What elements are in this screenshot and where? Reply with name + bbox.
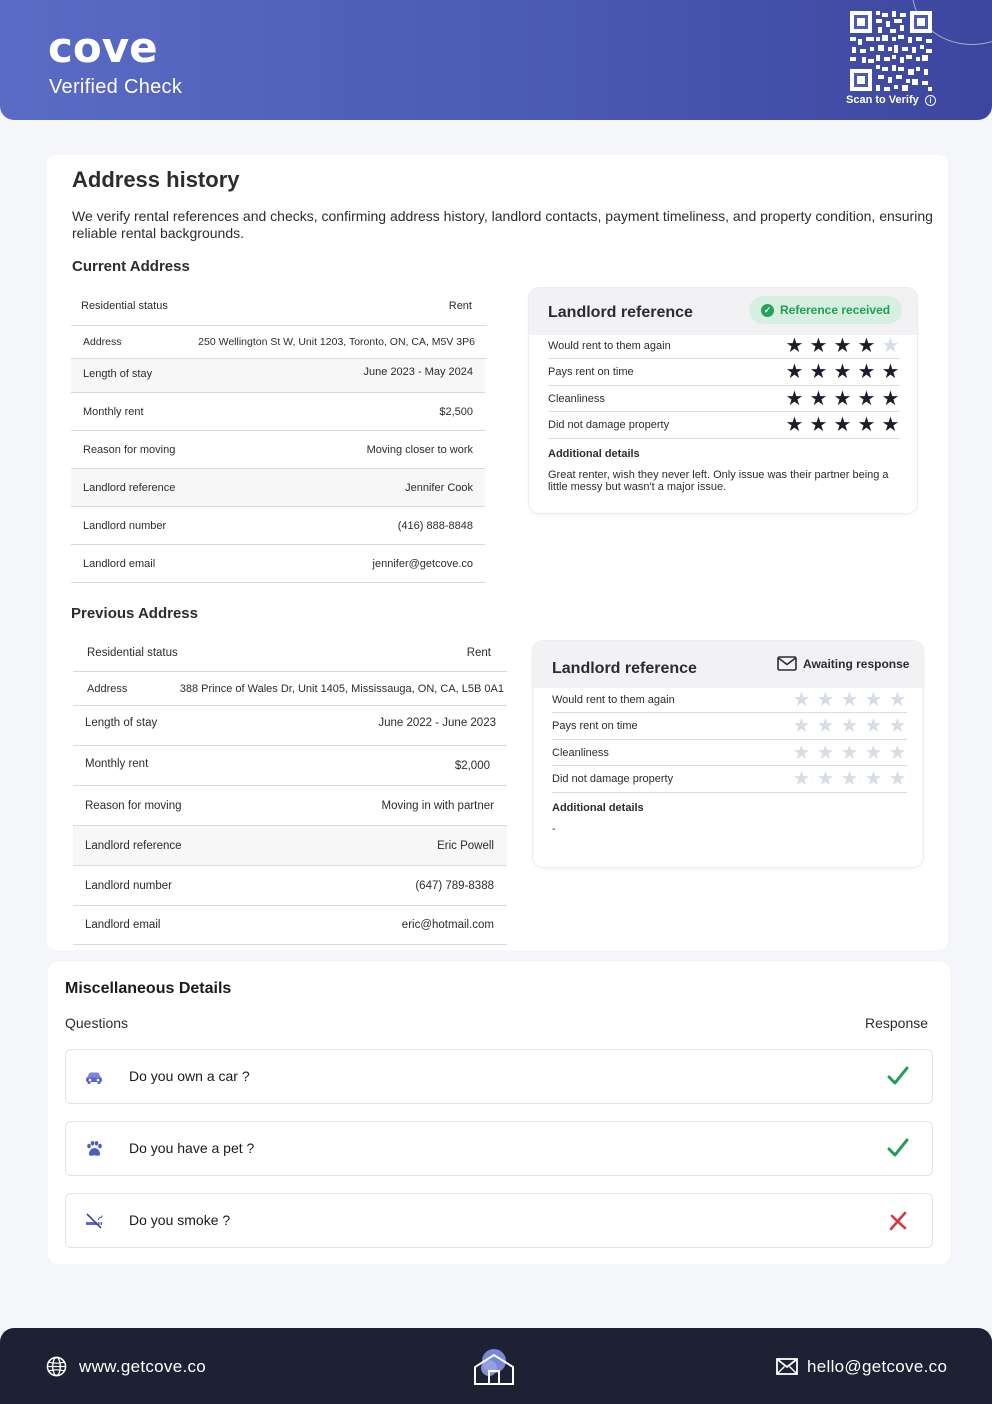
rating-row [548,386,900,412]
row-label: Address [83,336,122,348]
page-footer [0,1328,992,1404]
info-icon[interactable]: i [925,95,936,106]
star-filled-icon: ★ [857,414,876,436]
row-label: Landlord number [85,879,172,892]
row-value: Eric Powell [437,839,494,852]
check-icon [886,1064,910,1088]
row-value: Moving in with partner [381,799,494,812]
previous-row-reason-for-moving [73,786,507,826]
star-empty-icon: ★ [864,741,883,764]
question-row-smoke [65,1193,933,1248]
row-value: (416) 888-8848 [397,519,473,532]
current-row-residential-status [71,287,487,326]
current-row-length-of-stay [71,359,485,393]
envelope-icon [777,656,797,671]
no-smoking-icon [84,1211,104,1231]
star-rating [785,362,900,382]
star-filled-icon: ★ [833,387,852,410]
status-label: Awaiting response [803,656,910,671]
scan-to-verify-label: Scan to Verify [846,94,919,106]
previous-landlord-reference-box [533,641,923,867]
star-filled-icon: ★ [809,335,828,357]
row-value: (647) 789-8388 [415,879,494,892]
row-value: 250 Wellington St W, Unit 1203, Toronto, ON, CA, M5V 3P6 [198,336,475,348]
star-rating [792,769,907,789]
star-empty-icon: ★ [840,688,859,711]
row-value: eric@hotmail.com [401,919,494,931]
question-row-car [65,1049,933,1104]
question-text: Do you smoke ? [129,1212,231,1228]
star-filled-icon: ★ [833,335,852,357]
row-label: Length of stay [85,717,158,729]
row-label: Landlord reference [85,839,182,852]
star-filled-icon: ★ [809,414,828,436]
response-header: Response [865,1015,929,1031]
rating-row [552,766,907,793]
cove-logo-mark-icon [472,1347,516,1385]
star-rating [785,336,900,356]
awaiting-response-status [777,656,909,671]
question-text: Do you have a pet ? [129,1140,255,1156]
additional-details-label: Additional details [548,448,640,460]
row-label: Landlord number [83,519,167,532]
previous-row-landlord-email [73,906,507,945]
current-row-reason-for-moving [71,431,485,469]
row-label: Landlord email [85,919,161,931]
row-label: Address [87,682,128,695]
rating-row [548,334,900,359]
rating-label: Cleanliness [548,392,605,405]
star-empty-icon: ★ [816,688,835,711]
row-label: Reason for moving [83,443,176,456]
star-empty-icon: ★ [888,715,907,737]
star-filled-icon: ★ [881,361,900,383]
badge-label: Reference received [780,303,891,317]
star-filled-icon: ★ [809,361,828,383]
previous-address-title: Previous Address [71,605,198,622]
rating-label: Cleanliness [552,746,609,759]
row-value: June 2022 - June 2023 [378,717,496,729]
row-label: Residential status [81,300,168,312]
reference-received-badge [749,296,902,324]
additional-details-text: - [552,823,556,835]
current-row-landlord-email [71,545,485,583]
star-filled-icon: ★ [785,361,804,383]
star-empty-icon: ★ [840,715,859,737]
row-value: June 2023 - May 2024 [363,366,473,378]
rating-row [552,713,907,740]
brand-subtitle: Verified Check [49,76,183,98]
star-empty-icon: ★ [888,768,907,790]
globe-icon [46,1356,67,1377]
website-link[interactable]: www.getcove.co [79,1357,207,1376]
current-row-landlord-number [71,507,485,545]
star-filled-icon: ★ [785,414,804,436]
star-rating [785,415,900,435]
rating-label: Would rent to them again [552,693,675,706]
star-filled-icon: ★ [785,387,804,410]
row-label: Landlord email [83,557,156,570]
star-empty-icon: ★ [888,688,907,711]
star-empty-icon: ★ [864,715,883,737]
row-value: jennifer@getcove.co [372,557,473,570]
previous-row-residential-status [73,634,507,672]
car-icon [84,1067,104,1087]
star-filled-icon: ★ [809,387,828,410]
question-text: Do you own a car ? [129,1068,250,1084]
row-value: 388 Prince of Wales Dr, Unit 1405, Mississauga, ON, CA, L5B 0A1 [179,682,504,695]
current-landlord-reference-box [529,288,917,513]
additional-details-text: Great renter, wish they never left. Only issue was their partner being a little messy but wasn't a major issue. [548,469,889,493]
current-address-title: Current Address [72,258,190,275]
row-value: $2,000 [454,759,490,772]
star-rating [785,389,900,409]
row-label: Monthly rent [85,758,149,770]
star-rating [792,690,907,710]
rating-row [548,359,900,386]
star-empty-icon: ★ [792,741,811,764]
additional-details-label: Additional details [552,802,644,814]
star-filled-icon: ★ [881,414,900,436]
star-empty-icon: ★ [840,768,859,790]
row-value: Rent [448,300,472,312]
star-filled-icon: ★ [833,414,852,436]
current-row-monthly-rent [71,393,485,431]
question-row-pet [65,1121,933,1176]
star-filled-icon: ★ [881,387,900,410]
previous-row-landlord-reference [73,826,507,866]
email-link[interactable]: hello@getcove.co [807,1357,948,1376]
rating-row [548,412,900,439]
star-empty-icon: ★ [888,741,907,764]
misc-details-title: Miscellaneous Details [65,980,232,997]
star-empty-icon: ★ [792,688,811,711]
star-filled-icon: ★ [857,361,876,383]
row-label: Residential status [87,646,178,659]
row-value: $2,500 [439,405,473,418]
current-row-landlord-reference [71,469,485,507]
envelope-icon [776,1358,798,1375]
star-empty-icon: ★ [840,741,859,764]
rating-label: Would rent to them again [548,340,671,352]
row-label: Length of stay [83,368,153,380]
reference-title: Landlord reference [548,304,693,321]
rating-row [552,740,907,766]
row-value: Jennifer Cook [405,481,473,494]
previous-row-monthly-rent [73,746,507,786]
star-empty-icon: ★ [792,715,811,737]
rating-label: Did not damage property [548,419,670,431]
star-filled-icon: ★ [857,335,876,357]
row-value: Moving closer to work [366,443,473,456]
row-value: Rent [466,646,491,659]
previous-row-landlord-number [73,866,507,906]
star-rating [792,716,907,736]
star-empty-icon: ★ [816,741,835,764]
previous-row-address [73,672,507,706]
brand-logo-text: cove [48,23,158,72]
star-filled-icon: ★ [785,335,804,357]
previous-row-length-of-stay [73,706,507,746]
star-empty-icon: ★ [881,335,900,357]
page-header [0,0,992,120]
rating-label: Pays rent on time [552,720,638,732]
rating-label: Did not damage property [552,773,674,785]
address-history-intro: We verify rental references and checks, confirming address history, landlord contacts, payment timeliness, and property condition, ensuring reliable rental backgrounds. [72,208,933,241]
star-empty-icon: ★ [864,688,883,711]
row-label: Reason for moving [85,799,182,812]
address-history-title: Address history [72,167,240,192]
qr-code-icon[interactable] [850,11,932,91]
star-empty-icon: ★ [864,768,883,790]
check-icon [886,1136,910,1160]
current-row-address [71,326,487,359]
rating-row [552,687,907,713]
row-label: Monthly rent [83,405,144,418]
paw-icon [84,1139,104,1159]
reference-title: Landlord reference [552,660,697,677]
rating-label: Pays rent on time [548,366,634,378]
questions-header: Questions [65,1015,129,1031]
star-empty-icon: ★ [816,715,835,737]
star-empty-icon: ★ [792,768,811,790]
cross-icon [886,1208,910,1232]
star-filled-icon: ★ [833,361,852,383]
star-rating [792,743,907,763]
row-label: Landlord reference [83,481,176,494]
star-empty-icon: ★ [816,768,835,790]
check-circle-icon: ✓ [761,304,774,317]
star-filled-icon: ★ [857,387,876,410]
